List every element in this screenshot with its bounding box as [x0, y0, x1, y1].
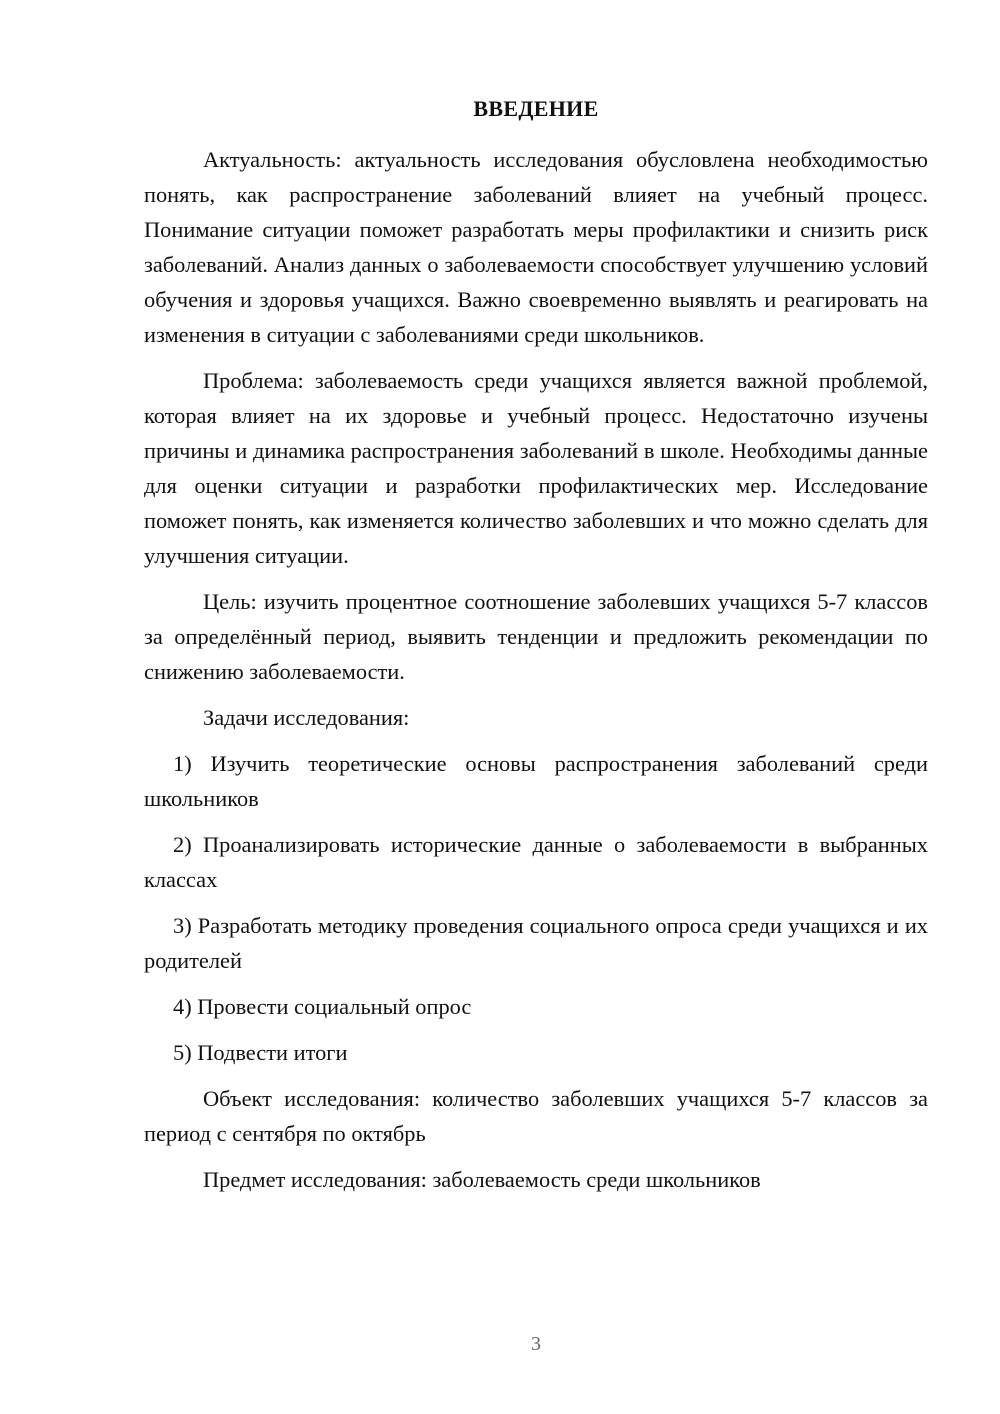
task-item-4: 4) Провести социальный опрос [173, 994, 472, 1019]
research-subject-paragraph: Предмет исследования: заболеваемость среди школьников [203, 1167, 761, 1192]
tasks-heading: Задачи исследования: [203, 705, 410, 730]
relevance-paragraph: Актуальность: актуальность исследования обусловлена необходимостью понять, как распространение заболеваний влияет на учебный процесс. Понимание ситуации поможет разработать меры профилактики и снизить риск заболеваний. Анализ данных о заболеваемости способствует улучшению условий обучения и здоровья учащихся. Важно своевременно выявлять и реагировать на изменения в ситуации с заболеваниями среди школьников. [144, 147, 928, 347]
task-item-2: 2) Проанализировать исторические данные о заболеваемости в выбранных классах [144, 832, 928, 892]
task-item-3: 3) Разработать методику проведения социального опроса среди учащихся и их родителей [144, 913, 928, 973]
goal-paragraph: Цель: изучить процентное соотношение заболевших учащихся 5-7 классов за определённый период, выявить тенденции и предложить рекомендации по снижению заболеваемости. [144, 589, 928, 684]
section-title: ВВЕДЕНИЕ [473, 96, 599, 121]
document-body [144, 142, 928, 1208]
task-item-1: 1) Изучить теоретические основы распространения заболеваний среди школьников [144, 751, 928, 811]
research-object-paragraph: Объект исследования: количество заболевших учащихся 5-7 классов за период с сентября по октябрь [144, 1086, 928, 1146]
page-number: 3 [531, 1333, 541, 1355]
task-item-5: 5) Подвести итоги [173, 1040, 348, 1065]
problem-paragraph: Проблема: заболеваемость среди учащихся является важной проблемой, которая влияет на их здоровье и учебный процесс. Недостаточно изучены причины и динамика распространения заболеваний в школе. Необходимы данные для оценки ситуации и разработки профилактических мер. Исследование поможет понять, как изменяется количество заболевших и что можно сделать для улучшения ситуации. [144, 368, 928, 568]
